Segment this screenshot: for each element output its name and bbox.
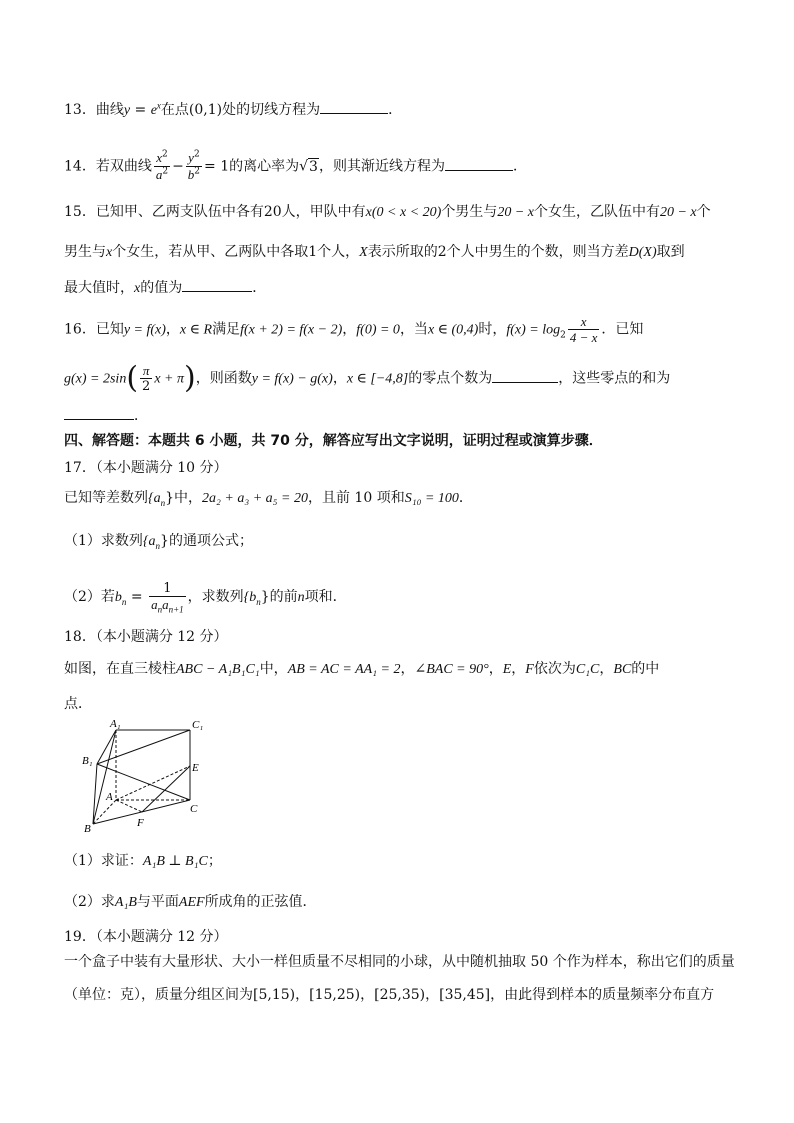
text: ，这些零点的和为 <box>558 370 671 387</box>
q13-exp: x <box>156 100 161 111</box>
q18-stem-line-2: 点． <box>64 696 92 712</box>
q17-stem <box>64 489 473 508</box>
math: } <box>160 533 169 549</box>
q14-end: ． <box>512 158 527 175</box>
text: 中， <box>174 490 203 506</box>
section-heading: 四、解答题：本题共 6 小题，共 70 分，解答应写出文字说明，证明过程或演算步骤． <box>64 433 603 449</box>
q17-frac <box>149 581 186 613</box>
q14-eq: = 1 <box>204 158 230 175</box>
q17-part-1 <box>64 532 253 551</box>
sup: 2 <box>193 149 200 160</box>
segment-e-f <box>142 766 190 812</box>
frac-den: b <box>187 167 195 182</box>
math: D(X) <box>628 245 657 260</box>
sup: 2 <box>161 149 168 160</box>
frac-den: a <box>162 597 169 612</box>
paren-right: ) <box>184 360 196 396</box>
frac-num: x <box>580 314 587 329</box>
question-16-line-2 <box>64 360 671 396</box>
sub: 2 <box>560 330 566 341</box>
text: 个人中男生的个数，则当方差 <box>446 244 629 260</box>
text: 与平面 <box>136 894 179 910</box>
interval: [25,35) <box>374 987 426 1003</box>
math: C₁C <box>575 662 600 677</box>
q13-point: (0,1) <box>188 102 223 118</box>
text: （单位：克），质量分组区间为 <box>64 987 253 1003</box>
frac-num: x <box>156 150 162 165</box>
text: 表示所取的 <box>367 244 438 260</box>
sup: 2 <box>194 166 201 177</box>
math: AB = AC = AA₁ = 2 <box>287 662 401 677</box>
text: 已知等差数列 <box>64 490 148 506</box>
sub: n <box>157 604 163 615</box>
q18-part-1 <box>64 852 222 871</box>
question-16-line-1 <box>64 314 643 345</box>
math: x(0 < x < 20) <box>365 205 442 220</box>
q18-stem-line-1 <box>64 660 659 679</box>
label-e: E <box>192 762 199 774</box>
math: X <box>359 245 368 260</box>
q13-y: y <box>123 103 131 118</box>
math: x + π <box>154 371 185 387</box>
text: 的值为 <box>140 280 183 296</box>
frac-num: 1 <box>163 581 172 596</box>
math: } <box>165 490 175 506</box>
text: 取到 <box>656 244 685 260</box>
q13-eq: = <box>130 102 151 118</box>
question-15-line-1 <box>64 203 711 222</box>
text: 16．已知 <box>64 321 124 338</box>
text: ， <box>488 661 503 677</box>
text: ， <box>400 661 415 677</box>
text: 如图，在直三棱柱 <box>64 661 176 677</box>
q16-log-frac <box>568 314 600 345</box>
math: 20 − x <box>659 205 697 220</box>
text: ； <box>207 853 222 869</box>
prism-figure <box>78 716 218 838</box>
text: ， <box>165 321 180 338</box>
math: ∠BAC = 90° <box>414 662 489 677</box>
text: ，则函数 <box>195 370 252 387</box>
q14-mid: 的离心率为 <box>229 158 300 175</box>
text: 个女生，乙队伍中有 <box>533 204 660 220</box>
q19-line-2 <box>64 986 714 1004</box>
text: ， <box>599 661 614 677</box>
math: AEF <box>178 895 205 910</box>
sup: 2 <box>162 166 169 177</box>
label-f: F <box>137 817 144 829</box>
frac-num: y <box>188 150 194 165</box>
text: ，由此得到样本的质量频率分布直方 <box>490 987 715 1003</box>
math: F <box>525 662 534 677</box>
sub: n <box>160 497 166 508</box>
text: 人，甲队中有 <box>281 204 366 220</box>
q18-header: 18．（本小题满分 12 分） <box>64 629 228 645</box>
text: （2）求 <box>64 894 115 910</box>
text: ，当 <box>399 321 428 338</box>
math: BC <box>613 662 632 677</box>
text: 所成角的正弦值． <box>204 894 317 910</box>
text: 15．已知甲、乙两支队伍中各有 <box>64 204 264 220</box>
q19-line-1: 一个盒子中装有大量形状、大小一样但质量不尽相同的小球，从中随机抽取 50 个作为样本，称出它们的质量 <box>64 954 735 970</box>
math: E <box>502 662 512 677</box>
text: 的前 <box>269 589 298 605</box>
q18-part-2 <box>64 893 317 912</box>
label-a1: A₁ <box>110 718 121 730</box>
question-15-line-2 <box>64 243 685 262</box>
text: ． <box>134 408 148 424</box>
answer-blank[interactable] <box>182 281 252 292</box>
math: x <box>106 245 113 260</box>
math: {b <box>243 590 257 605</box>
number: 1 <box>308 244 318 260</box>
text: ，且前 10 项和 <box>307 490 405 506</box>
text: ， <box>511 661 526 677</box>
math: 2a₂ + a₃ + a₅ = 20 <box>202 491 308 506</box>
math: f(x + 2) = f(x − 2) <box>240 322 343 338</box>
edge-a1-b1 <box>97 730 116 764</box>
math: x ∈ [−4,8] <box>346 371 409 387</box>
sub: n <box>155 540 161 551</box>
text: 男生与 <box>64 244 106 260</box>
q17-part-2 <box>64 581 347 613</box>
text: 个男生与 <box>441 204 498 220</box>
math: y = f(x) <box>123 322 166 338</box>
interval: [5,15) <box>253 987 296 1003</box>
answer-blank[interactable] <box>320 103 388 114</box>
q13-e: e <box>150 103 157 118</box>
q16-pi-frac <box>140 363 152 394</box>
math: 20 − x <box>497 205 534 220</box>
math: f(0) = 0 <box>356 322 400 338</box>
math: g(x) = 2sin <box>64 371 127 387</box>
text: ， <box>332 370 347 387</box>
text: 时， <box>478 321 507 338</box>
text: 最大值时， <box>64 280 134 296</box>
sqrt-value: 3 <box>309 158 318 175</box>
frac-den: 2 <box>142 379 151 394</box>
frac-den: a <box>155 167 163 182</box>
text: 的零点个数为 <box>408 370 493 387</box>
math: f(x) = log <box>506 322 561 338</box>
math: y = f(x) − g(x) <box>251 371 333 387</box>
answer-blank[interactable] <box>64 409 134 420</box>
text: ，求数列 <box>187 589 244 605</box>
number: 20 <box>263 204 282 220</box>
text: ， <box>425 987 440 1003</box>
edge-b1-c1 <box>97 730 190 764</box>
q13-end: ． <box>388 102 403 118</box>
sub: n <box>121 596 127 607</box>
math: n <box>297 590 305 605</box>
label-c1: C₁ <box>192 719 204 731</box>
text: 满足 <box>212 321 241 338</box>
q14-frac-x <box>154 150 170 183</box>
math: } <box>260 589 270 605</box>
answer-blank[interactable] <box>445 160 513 171</box>
math: S₁₀ = 100 <box>404 491 459 506</box>
interval: [15,25) <box>309 987 361 1003</box>
label-b: B <box>84 823 91 835</box>
text: ． <box>252 280 267 296</box>
text: 依次为 <box>533 661 576 677</box>
math: ABC − A₁B₁C₁ <box>176 662 260 677</box>
frac-num: π <box>142 363 150 378</box>
math: b <box>114 590 122 605</box>
text: （1）求证： <box>64 853 143 869</box>
math: {a <box>148 491 161 506</box>
number: 2 <box>437 244 447 260</box>
q13-tail: 处的切线方程为 <box>222 102 321 118</box>
q14-tail: ，则其渐近线方程为 <box>318 158 445 175</box>
text: 个女生，若从甲、乙两队中各取 <box>112 244 309 260</box>
math: x <box>134 281 141 296</box>
text: （2）若 <box>64 589 115 605</box>
text: ， <box>360 987 375 1003</box>
q13-label: 13．曲线 <box>64 102 124 118</box>
paren-left: ( <box>126 360 139 396</box>
label-c: C <box>190 803 198 815</box>
label-a: A <box>106 791 113 803</box>
label-b1: B₁ <box>82 755 93 767</box>
question-15-line-3 <box>64 279 266 298</box>
text: 个 <box>696 204 711 220</box>
q14-minus: − <box>172 158 184 175</box>
text: ．已知 <box>601 321 644 338</box>
q14-frac-y <box>186 150 202 183</box>
text: （1）求数列 <box>64 533 143 549</box>
segment-a-f-hidden <box>116 800 142 812</box>
math: A₁B ⊥ B₁C <box>142 854 208 869</box>
frac-den: a <box>151 597 158 612</box>
q19-header: 19．（本小题满分 12 分） <box>64 929 228 945</box>
q14-label: 14．若双曲线 <box>64 158 152 175</box>
answer-blank[interactable] <box>492 372 558 383</box>
sub: n+1 <box>168 604 184 615</box>
frac-den: 4 − x <box>569 330 598 345</box>
text: = <box>126 589 148 605</box>
text: 的中 <box>631 661 660 677</box>
math: x ∈ R <box>179 322 213 338</box>
segment-a-e-hidden <box>116 766 190 800</box>
math: A₁B <box>114 895 137 910</box>
text: ， <box>295 987 310 1003</box>
sqrt-symbol: √ <box>299 158 309 175</box>
text: ， <box>342 321 357 338</box>
question-13 <box>64 101 402 120</box>
question-14 <box>64 150 527 183</box>
text: ． <box>458 490 473 506</box>
text: 的通项公式； <box>168 533 253 549</box>
q17-header: 17．（本小题满分 10 分） <box>64 460 228 476</box>
math: {a <box>142 534 156 549</box>
question-16-line-3 <box>64 407 148 425</box>
math: x ∈ (0,4) <box>427 322 479 338</box>
q13-text: 在点 <box>160 102 189 118</box>
sub: n <box>256 596 261 607</box>
text: 中， <box>259 661 288 677</box>
text: 项和． <box>304 589 347 605</box>
interval: [35,45] <box>439 987 491 1003</box>
text: 个人， <box>317 244 360 260</box>
